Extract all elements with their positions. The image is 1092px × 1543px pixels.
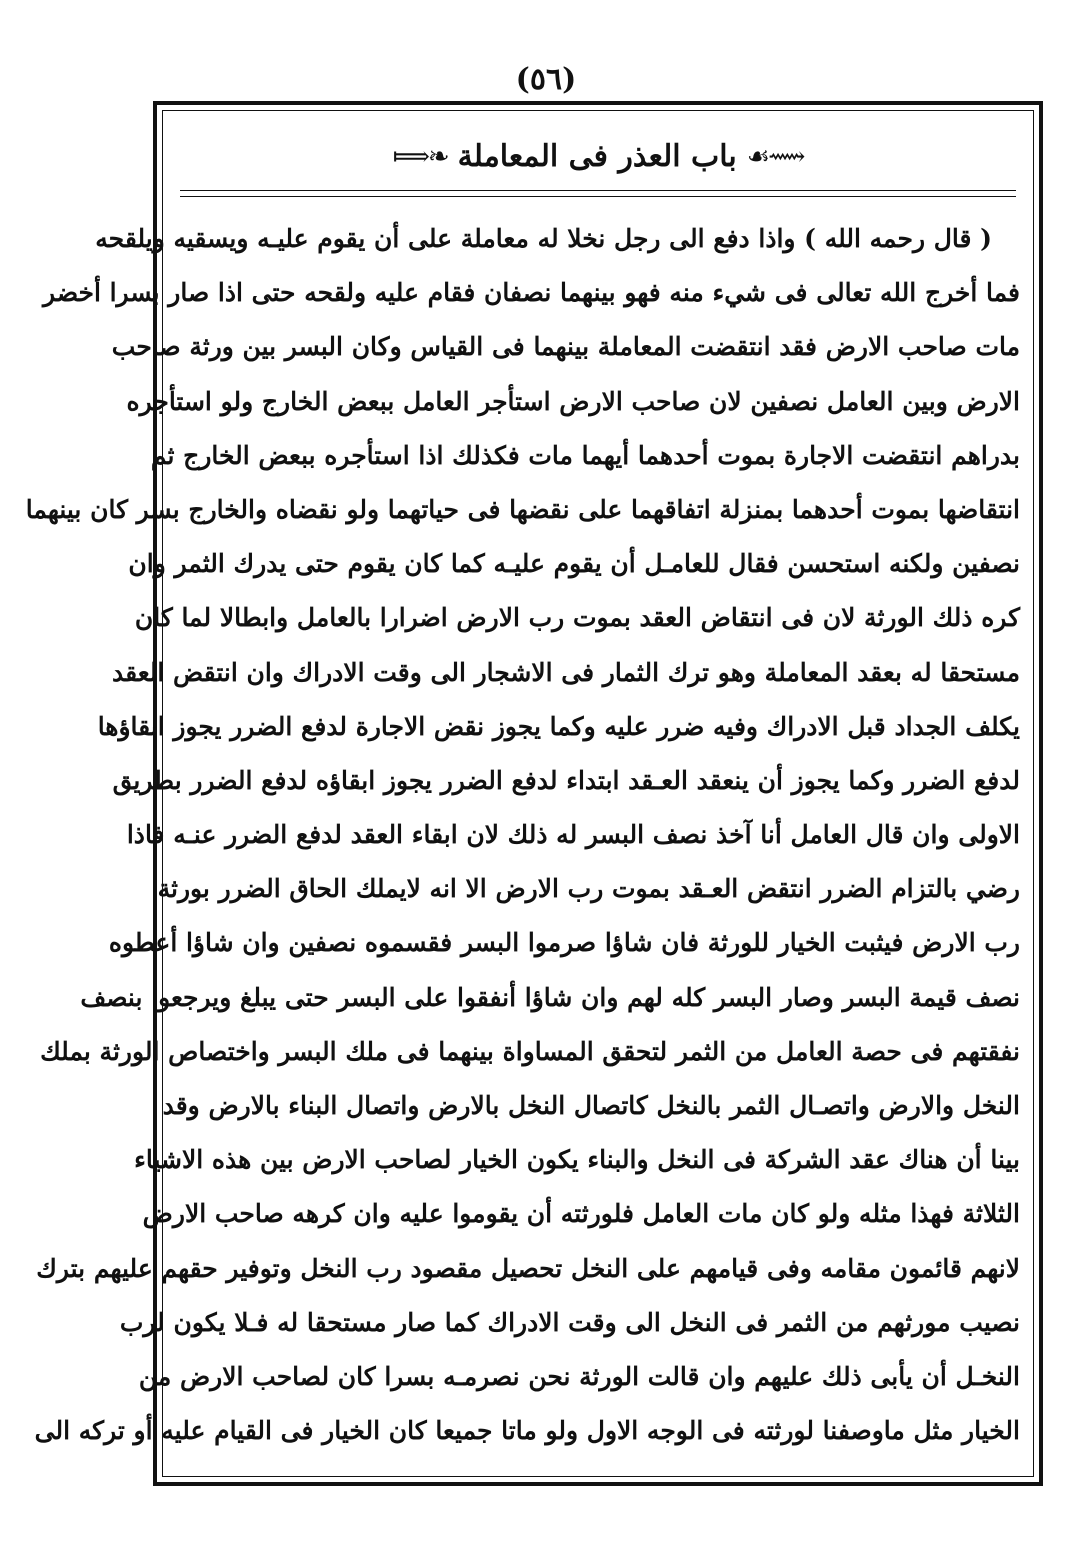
ornament-left-icon: ❧⟾ xyxy=(392,142,448,172)
text-line: ( قال رحمه الله ) واذا دفع الى رجل نخلا له معاملة على أن يقوم عليـه ويسقيه ويلقحه xyxy=(95,224,992,253)
text-line: النخـل أن يأبى ذلك عليهم وان قالت الورثة نحن نصرمـه بسرا كان لصاحب الارض من xyxy=(138,1361,1020,1391)
text-line: رضي بالتزام الضرر انتقض العـقد بموت رب الارض الا انه لايملك الحاق الضرر بورثة xyxy=(157,874,1020,904)
text-line: نفقتهم فى حصة العامل من الثمر لتحقق المساواة بينهما فى ملك البسر واختصاص الورثة بملك xyxy=(40,1036,1020,1066)
text-line: انتقاضها بموت أحدهما بمنزلة اتفاقهما على نقضها فى حياتهما ولو نقضاه والخارج بسر كان بينهما xyxy=(25,494,1020,524)
text-line: لانهم قائمون مقامه وفى قيامهم على النخل تحصيل مقصود رب النخل وتوفير حقهم عليهم بترك xyxy=(36,1253,1020,1283)
page-number: (٥٦) xyxy=(515,62,577,97)
text-line: مستحقا له بعقد المعاملة وهو ترك الثمار فى الاشجار الى وقت الادراك وان انتقض العقد xyxy=(111,657,1020,687)
heading-divider-bottom xyxy=(180,196,1016,197)
chapter-heading xyxy=(165,132,1031,182)
text-line: نصف قيمة البسر وصار البسر كله لهم وان شاؤا أنفقوا على البسر حتى يبلغ ويرجعوا بنصف xyxy=(80,982,1020,1012)
text-line: لدفع الضرر وكما يجوز أن ينعقد العـقد ابتداء لدفع الضرر يجوز ابقاؤه لدفع الضرر بطريق xyxy=(112,765,1020,795)
text-line: نصفين ولكنه استحسن فقال للعامـل أن يقوم عليـه كما كان يقوم حتى يدرك الثمر وان xyxy=(128,549,1020,579)
text-line: الخيار مثل ماوصفنا لورثته فى الوجه الاول ولو ماتا جميعا كان الخيار فى القيام عليه أو تركه الى xyxy=(34,1416,1020,1446)
text-line: النخل والارض واتصـال الثمر بالنخل كاتصال النخل بالارض واتصال البناء بالارض وقد xyxy=(162,1091,1020,1120)
text-line: نصيب مورثهم من الثمر فى النخل الى وقت الادراك كما صار مستحقا له فـلا يكون لرب xyxy=(119,1307,1020,1337)
text-line: مات صاحب الارض فقد انتقضت المعاملة بينهما فى القياس وكان البسر بين ورثة صاحب xyxy=(111,332,1020,362)
text-line: فما أخرج الله تعالى فى شيء منه فهو بينهما نصفان فقام عليه ولقحه حتى اذا صار بسرا أخضر xyxy=(43,278,1020,308)
body-text xyxy=(25,212,1020,1458)
ornament-right-icon: ⟿☙ xyxy=(746,142,804,172)
heading-divider-top xyxy=(180,190,1016,191)
text-line: رب الارض فيثبت الخيار للورثة فان شاؤا صرموا البسر فقسموه نصفين وان شاؤا أعطوه xyxy=(108,928,1020,958)
chapter-title: باب العذر فى المعاملة xyxy=(457,139,737,174)
text-line: بدراهم انتقضت الاجارة بموت أحدهما أيهما مات فكذلك اذا استأجره ببعض الخارج ثم xyxy=(150,440,1020,470)
text-line: الاولى وان قال العامل أنا آخذ نصف البسر له ذلك لان ابقاء العقد لدفع الضرر عنـه فاذا xyxy=(126,820,1020,850)
text-line: الثلاثة فهذا مثله ولو كان مات العامل فلورثته أن يقوموا عليه وان كرهه صاحب الارض xyxy=(142,1199,1020,1229)
text-line: كره ذلك الورثة لان فى انتقاض العقد بموت رب الارض اضرارا بالعامل وابطالا لما كان xyxy=(134,603,1020,633)
text-line: الارض وبين العامل نصفين لان صاحب الارض استأجر العامل ببعض الخارج ولو استأجره xyxy=(126,386,1020,416)
text-line: بينا أن هناك عقد الشركة فى النخل والبناء يكون الخيار لصاحب الارض بين هذه الاشياء xyxy=(134,1145,1020,1175)
text-line: يكلف الجداد قبل الادراك وفيه ضرر عليه وكما يجوز نقض الاجارة لدفع الضرر يجوز ابقاؤها xyxy=(97,711,1020,741)
